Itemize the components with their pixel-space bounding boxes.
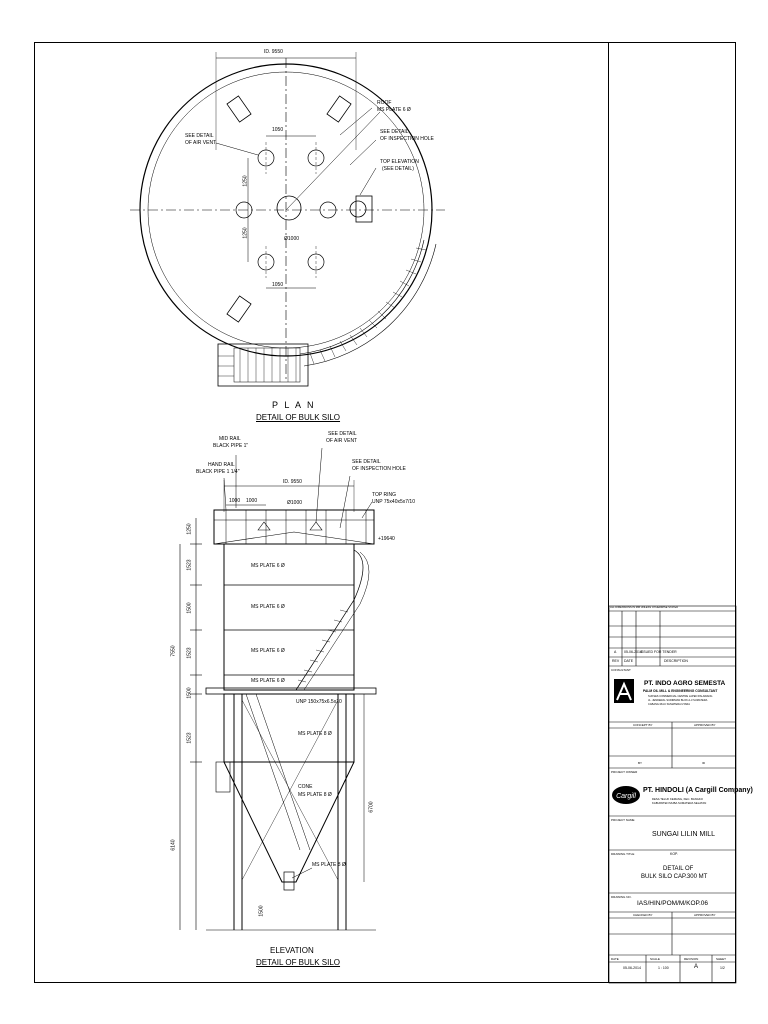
tb-project-name: SUNGAI LILIN MILL	[652, 831, 716, 838]
elev-dim-left-4: 1523	[186, 647, 193, 659]
elev-mid-rail-1: MID RAIL	[219, 436, 241, 442]
elev-dim-b: 1000	[246, 498, 258, 504]
plan-view	[130, 52, 445, 386]
tb-approved-by-2: APPROVED BY	[694, 913, 716, 917]
tb-desc-head: DESCRIPTION	[664, 659, 688, 663]
elev-dim-total: 7550	[170, 645, 177, 657]
tb-revision-label: REVISION	[684, 957, 699, 961]
tb-consultant-addr-2: JL. JENDERAL SUDIRMAN BLOK A-3 SUMATERA	[648, 699, 708, 702]
tb-drawing-no: IAS/HIN/POM/M/KOP.06	[637, 900, 709, 907]
cargill-logo	[612, 786, 640, 804]
elev-dim-c: Ø1000	[287, 500, 303, 506]
elev-mid-rail-2: BLACK PIPE 1"	[213, 443, 249, 449]
tb-consultant-addr-1: SUKSES COMMERCIAL CENTRE LAPEN PALAWANG	[648, 695, 713, 698]
plan-top-elev-1: TOP ELEVATION	[380, 159, 419, 165]
plan-air-vent-1: SEE DETAIL	[185, 133, 214, 139]
tb-date-label: DATE	[611, 957, 619, 961]
tb-owner-addr-1: DESA TELUK KEMANG, KEC. BANGKO	[652, 797, 703, 801]
tb-sheet-label: SHEET	[716, 957, 727, 961]
plan-inspection-1: SEE DETAIL	[380, 129, 409, 135]
elev-inspection-2: OF INSPECTION HOLE	[352, 466, 406, 472]
elev-cone-1: CONE	[298, 784, 313, 790]
tb-owner-addr-2: KABUPATEN MUBA SUMATERA SELATAN	[652, 801, 707, 805]
tb-project-label: PROJECT NAME	[611, 818, 635, 822]
elevation-view	[180, 448, 376, 930]
elev-dim-base: 1500	[258, 905, 265, 917]
tb-rev-num: A	[614, 650, 617, 654]
tb-consultant-sub: PALM OIL MILL & ENGINEERING CONSULTANT	[643, 689, 718, 693]
elev-air-vent-1: SEE DETAIL	[328, 431, 357, 437]
tb-checked-by: CHECKED BY	[633, 913, 653, 917]
svg-text:Cargill: Cargill	[616, 793, 636, 800]
elev-cone-2: MS PLATE 8 Ø	[298, 792, 332, 798]
tb-drawing-no-label: DRAWING NO.	[611, 895, 632, 899]
plan-subtitle: DETAIL OF BULK SILO	[256, 413, 341, 422]
elev-diameter: ID. 9550	[283, 479, 302, 485]
elev-dim-left-5: 1500	[186, 687, 193, 699]
elev-hand-rail-2: BLACK PIPE 1 1/4"	[196, 469, 240, 475]
plan-dim-bottom: 1050	[272, 282, 284, 288]
elev-plate-4: MS PLATE 6 Ø	[251, 678, 285, 684]
plan-roof-plate: MS PLATE 6 Ø	[377, 107, 411, 113]
elev-hand-rail-1: HAND RAIL	[208, 462, 235, 468]
tb-consultant-name: PT. INDO AGRO SEMESTA	[644, 680, 726, 687]
tb-rev-head: REV	[612, 659, 620, 663]
consultant-logo	[614, 679, 634, 703]
tb-by: BY	[638, 761, 643, 765]
elev-dim-cone: 6700	[368, 801, 375, 813]
elev-dim-lower: 6140	[170, 839, 177, 851]
tb-consultant-label: CONSULTANT	[611, 668, 631, 672]
elev-dim-left-3: 1500	[186, 602, 193, 614]
tb-drawing-kop: KOP.	[670, 852, 678, 856]
tb-rev-desc: ISSUED FOR TENDER	[640, 650, 677, 654]
tb-revision-val: A	[694, 964, 699, 970]
elev-subtitle: DETAIL OF BULK SILO	[256, 958, 341, 967]
tb-owner-label: PROJECT OWNER	[611, 770, 638, 774]
plan-inspection-2: OF INSPECTION HOLE	[380, 136, 434, 142]
tb-scale-label: SCALE	[650, 957, 660, 961]
elev-top-ring-1: TOP RING	[372, 492, 396, 498]
tb-drawing-label: DRAWING TITLE	[611, 852, 635, 856]
plan-dim-side-2: 1250	[242, 227, 249, 239]
elev-title: ELEVATION	[270, 946, 314, 955]
elev-plate-8: MS PLATE 8 Ø	[298, 731, 332, 737]
plan-title: P L A N	[272, 400, 316, 410]
tb-date-head: DATE	[624, 659, 634, 663]
plan-dim-top: 1050	[272, 127, 284, 133]
tb-drawing-title-2: BULK SILO CAP.300 MT	[641, 874, 708, 880]
elev-plate-1: MS PLATE 6 Ø	[251, 563, 285, 569]
tb-consultant-addr-3: CABANG RIAU SUMATERA UTARA	[648, 703, 690, 706]
tb-notes-header: ALL DIMENSIONS IN MM UNLESS OTHERWISE STATED	[610, 606, 679, 609]
plan-dim-side-1: 1250	[242, 175, 249, 187]
tb-rev-date: 05-06-2014	[624, 650, 642, 654]
elev-air-vent-2: OF AIR VENT	[326, 438, 358, 444]
plan-diameter: ID. 9550	[264, 49, 283, 55]
elev-dim-left-2: 1523	[186, 559, 193, 571]
tb-date-val: 05-06-2014	[623, 966, 641, 970]
tb-sheet-val: 1/2	[720, 966, 725, 970]
plan-top-elev-2: (SEE DETAIL)	[382, 166, 414, 172]
plan-roof-label: ROOF	[377, 100, 392, 106]
elev-plate-3: MS PLATE 6 Ø	[251, 648, 285, 654]
elev-dim-a: 1000	[229, 498, 241, 504]
plan-dim-center: Ø1000	[284, 236, 300, 242]
tb-concept-by: CONCEPT BY	[633, 723, 653, 727]
elev-inspection-1: SEE DETAIL	[352, 459, 381, 465]
elev-dim-left-6: 1523	[186, 732, 193, 744]
elev-elev-mark: +19640	[378, 536, 395, 542]
elev-unp: UNP 150x75x6.5x10	[296, 699, 342, 705]
elev-dim-left-1: 1250	[186, 523, 193, 535]
tb-id: ID	[702, 761, 705, 765]
elev-plate-2: MS PLATE 6 Ø	[251, 604, 285, 610]
tb-scale-val: 1 : 100	[658, 966, 669, 970]
elev-top-ring-2: UNP 75x40x5x7/10	[372, 499, 415, 505]
tb-owner-name: PT. HINDOLI (A Cargill Company)	[643, 787, 753, 794]
elev-plate-8b: MS PLATE 8 Ø	[312, 862, 346, 868]
plan-air-vent-2: OF AIR VENT	[185, 140, 217, 146]
tb-drawing-title-1: DETAIL OF	[663, 866, 694, 872]
tb-approved-by: APPROVED BY	[694, 723, 716, 727]
